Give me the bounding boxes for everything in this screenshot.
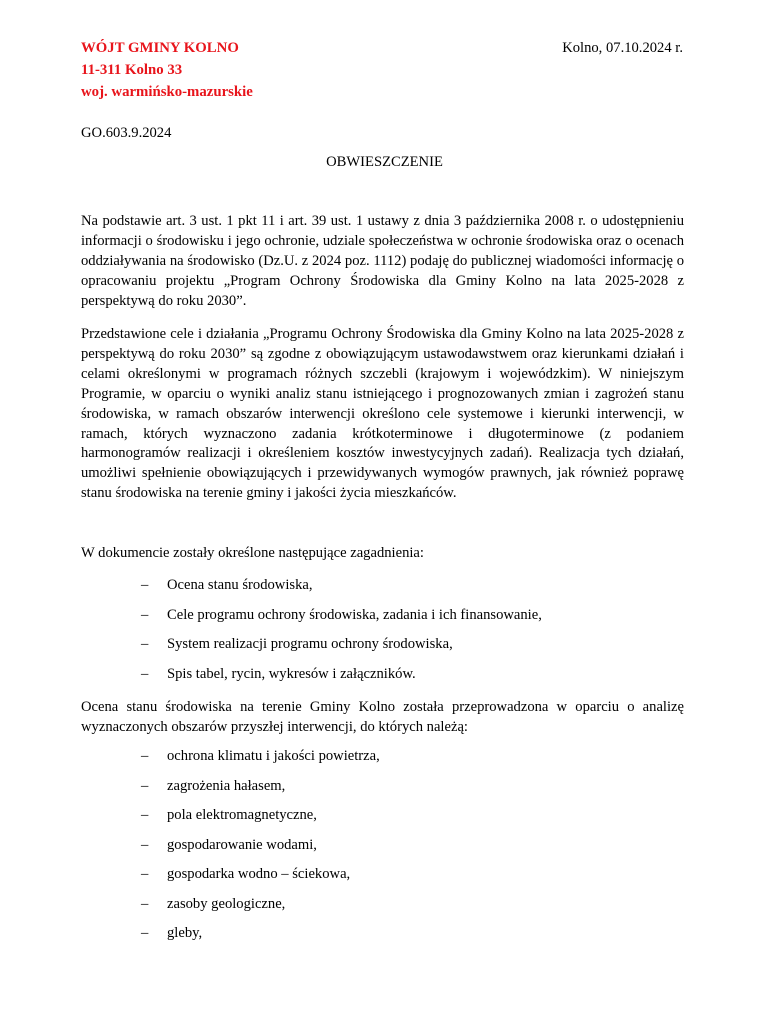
list-item <box>81 605 684 635</box>
sender-postal-address: 11-311 Kolno 33 <box>81 62 183 78</box>
list-item <box>81 923 684 953</box>
place-and-date: Kolno, 07.10.2024 r. <box>562 40 683 56</box>
list-item <box>81 835 684 865</box>
paragraph-program-goals: Przedstawione cele i działania „Programu Ochrony Środowiska dla Gminy Kolno na lata 2025-2028 z perspektywą do roku 2030” są zgodne z obowiązującym ustawodawstwem oraz kierunkami działań i celami określonymi w programach różnych szczebli (krajowym i wojewódzkim). W niniejszym Programie, w oparciu o wyniki analiz stanu istniejącego i prognozowanych zmian i zagrożeń stanu środowiska, w ramach obszarów interwencji określono cele systemowe i kierunki interwencji, w ramach, których wyznaczono zadania krótkoterminowe i długoterminowe (z podaniem harmonogramów realizacji i określeniem kosztów inwestycyjnych zadań). Realizacja tych działań, umożliwi spełnienie obowiązujących i przewidywanych wymogów prawnych, jak również poprawę stanu środowiska na terenie gminy i jakości życia mieszkańców. <box>81 326 684 502</box>
list-dash: – <box>141 925 149 941</box>
list-item-text: System realizacji programu ochrony środowiska, <box>167 636 453 652</box>
paragraph-legal-basis: Na podstawie art. 3 ust. 1 pkt 11 i art. 39 ust. 1 ustawy z dnia 3 października 2008 r. o udostępnieniu informacji o środowisku i jego ochronie, udziale społeczeństwa w ochronie środowiska oraz o ocenach oddziaływania na środowisko (Dz.U. z 2024 poz. 1112) podaję do publicznej wiadomości informację o opracowaniu projektu „Program Ochrony Środowiska dla Gminy Kolno na lata 2025-2028 z perspektywą do roku 2030”. <box>81 213 684 309</box>
list-item-text: pola elektromagnetyczne, <box>167 807 317 823</box>
list-item-text: gospodarka wodno – ściekowa, <box>167 866 351 882</box>
list-item-text: ochrona klimatu i jakości powietrza, <box>167 748 380 764</box>
list-dash: – <box>141 636 149 652</box>
list-item-text: Spis tabel, rycin, wykresów i załączników. <box>167 665 416 682</box>
list-item <box>81 864 684 894</box>
list-item <box>81 746 684 776</box>
document-topics-list <box>81 575 684 693</box>
document-title: OBWIESZCZENIE <box>326 154 443 170</box>
list-dash: – <box>141 606 149 623</box>
sender-address <box>81 37 253 103</box>
list-dash: – <box>141 748 149 764</box>
sender-name: WÓJT GMINY KOLNO <box>81 40 239 56</box>
list-item-text: Ocena stanu środowiska, <box>167 577 313 593</box>
list-dash: – <box>141 577 149 593</box>
sender-province: woj. warmińsko-mazurskie <box>81 84 253 100</box>
list-item-text: zasoby geologiczne, <box>167 895 286 912</box>
list-dash: – <box>141 836 149 853</box>
list-dash: – <box>141 665 149 682</box>
list-item-text: gleby, <box>167 925 203 941</box>
list-dash: – <box>141 777 149 794</box>
list-item-text: gospodarowanie wodami, <box>167 836 317 853</box>
list-dash: – <box>141 895 149 912</box>
reference-number: GO.603.9.2024 <box>81 125 172 141</box>
list-item <box>81 664 684 694</box>
list-item-text: zagrożenia hałasem, <box>167 777 286 794</box>
paragraph-intervention-areas-intro: Ocena stanu środowiska na terenie Gminy Kolno została przeprowadzona w oparciu o analizę wyznaczonych obszarów przyszłej interwencji, do których należą: <box>81 699 684 735</box>
paragraph-document-topics-intro: W dokumencie zostały określone następujące zagadnienia: <box>81 545 424 561</box>
list-item <box>81 575 684 605</box>
list-dash: – <box>141 866 149 882</box>
list-item <box>81 894 684 924</box>
list-item-text: Cele programu ochrony środowiska, zadania i ich finansowanie, <box>167 606 542 623</box>
list-item <box>81 776 684 806</box>
list-item <box>81 805 684 835</box>
intervention-areas-list <box>81 746 684 953</box>
list-item <box>81 634 684 664</box>
list-dash: – <box>141 807 149 823</box>
